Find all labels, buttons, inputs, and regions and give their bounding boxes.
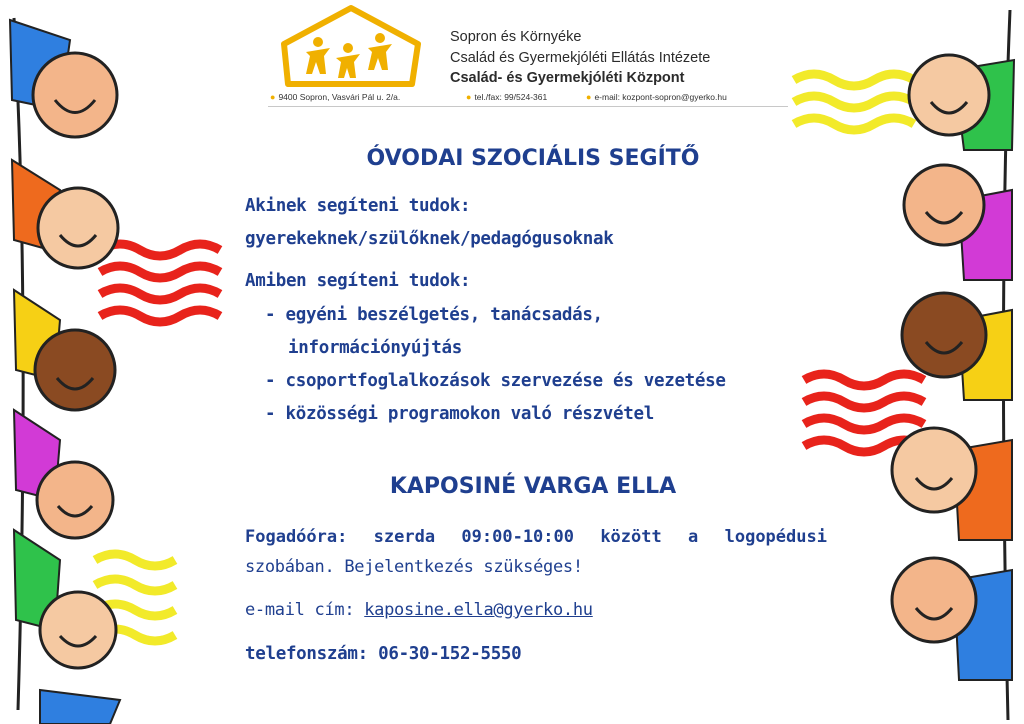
list-item-text: közösségi programokon való részvétel [285, 404, 654, 424]
children-border-left [0, 0, 250, 724]
phone-label: telefonszám: [245, 644, 368, 664]
phone-text: tel./fax: 99/524-361 [474, 92, 548, 102]
email-link[interactable]: kaposine.ella@gyerko.hu [364, 600, 593, 620]
office-hours-word: logopédusi [724, 527, 827, 547]
list-item: - közösségi programokon való részvétel [265, 404, 654, 424]
office-hours-word: szerda [373, 527, 436, 547]
org-name-line-3: Család- és Gyermekjóléti Központ [450, 70, 685, 86]
person-name: KAPOSINÉ VARGA ELLA [389, 474, 677, 499]
office-hours-word: 09:00-10:00 [461, 527, 574, 547]
office-hours-line-1 [245, 527, 827, 547]
address-text: 9400 Sopron, Vasvári Pál u. 2/a. [278, 92, 401, 102]
email-text: e-mail: kozpont-sopron@gyerko.hu [594, 92, 727, 102]
house-family-logo-icon [276, 4, 426, 90]
letterhead [268, 4, 788, 107]
email-item [586, 92, 727, 102]
org-name-line-2: Család és Gyermekjóléti Ellátás Intézete [450, 50, 711, 66]
email-label: e-mail cím: [245, 600, 355, 620]
email-line [245, 600, 593, 620]
page-title: ÓVODAI SZOCIÁLIS SEGÍTŐ [366, 146, 700, 171]
list-item-text: egyéni beszélgetés, tanácsadás, [285, 305, 603, 325]
audience-heading: Akinek segíteni tudok: [245, 196, 471, 216]
office-hours-line-2: szobában. Bejelentkezés szükséges! [245, 557, 583, 577]
phone-number: 06-30-152-5550 [378, 644, 522, 664]
office-hours-word: a [688, 527, 699, 547]
list-item-text: csoportfoglalkozások szervezése és vezetése [285, 371, 726, 391]
bullet-icon: ● [586, 92, 592, 102]
bullet-icon: ● [466, 92, 472, 102]
office-hours-word: között [600, 527, 662, 547]
list-item: - egyéni beszélgetés, tanácsadás, [265, 305, 603, 325]
org-name-line-1: Sopron és Környéke [450, 29, 582, 45]
list-item-continuation: információnyújtás [288, 338, 463, 358]
children-border-right [784, 0, 1024, 724]
phone-line [245, 644, 521, 664]
address-item [270, 92, 400, 102]
services-heading: Amiben segíteni tudok: [245, 271, 471, 291]
list-item: - csoportfoglalkozások szervezése és vezetése [265, 371, 726, 391]
phone-item [466, 92, 547, 102]
audience-value: gyerekeknek/szülőknek/pedagógusoknak [245, 229, 614, 249]
office-hours-word: Fogadóóra: [245, 527, 348, 547]
bullet-icon: ● [270, 92, 276, 102]
header-divider [268, 106, 788, 107]
